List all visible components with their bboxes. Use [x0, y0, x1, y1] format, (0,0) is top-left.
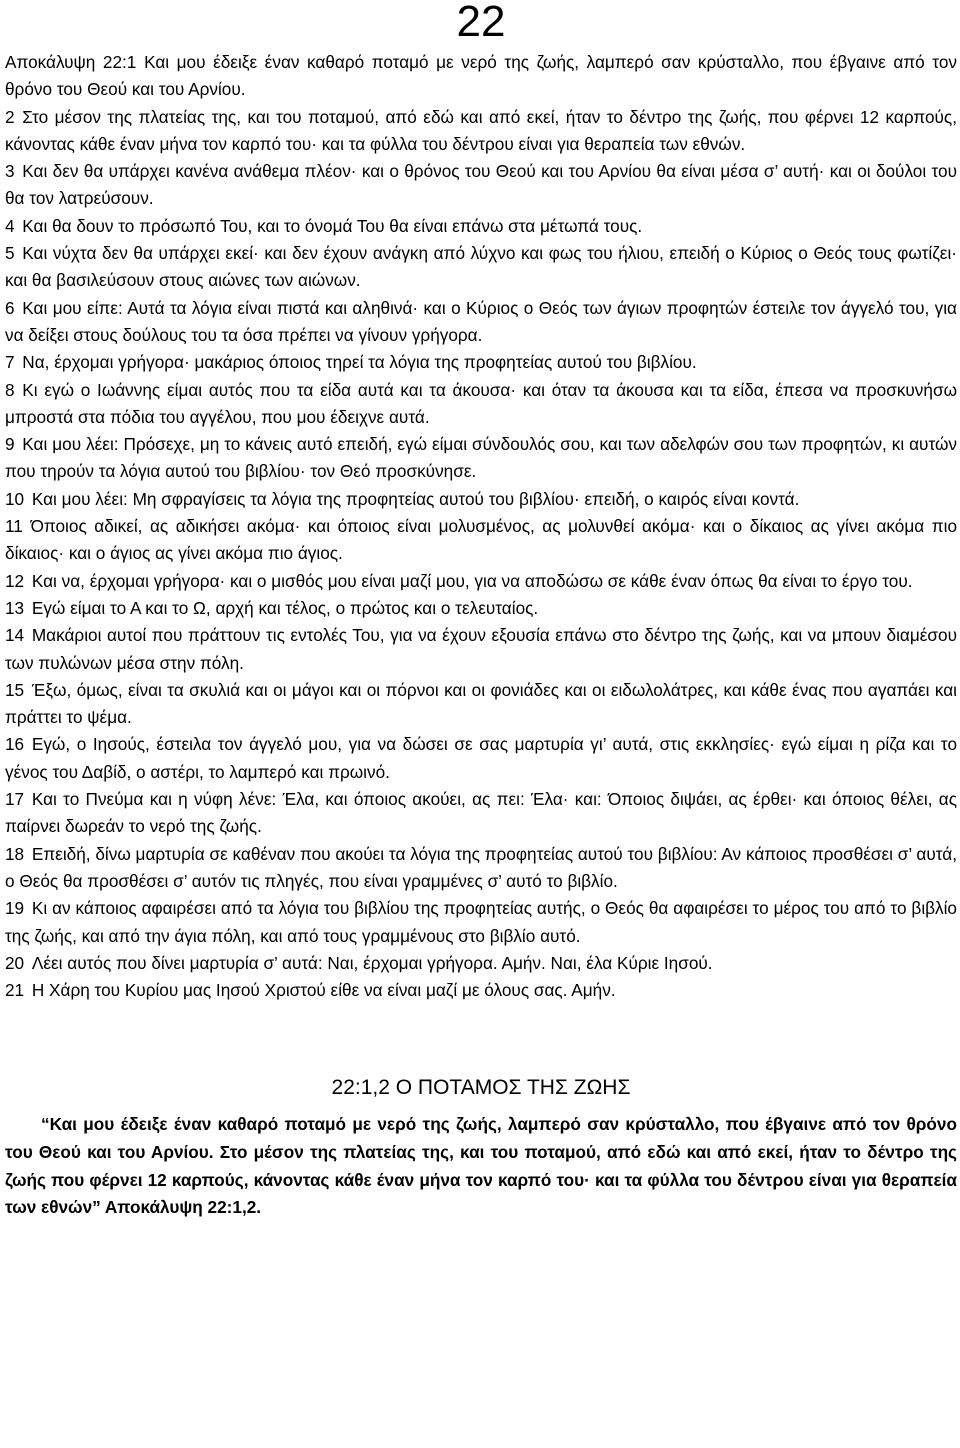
- verse: [5, 513, 957, 568]
- verse-text: Να, έρχομαι γρήγορα· μακάριος όποιος τηρεί τα λόγια της προφητείας αυτού του βιβλίου.: [22, 352, 697, 373]
- section-quote: “Και μου έδειξε έναν καθαρό ποταμό με νερό της ζωής, λαμπερό σαν κρύσταλλο, που έβγαινε από τον θρόνο του Θεού και του Αρνίου. Στο μέσον της πλατείας της, και του ποταμού, από εδώ και από εκεί, ήταν το δέντρο της ζωής που φέρνει 12 καρπούς, κάνοντας κάθε έναν μήνα τον καρπό του· και τα φύλλα του δέντρου είναι για θεραπεία των εθνών” Αποκάλυψη 22:1,2.: [5, 1114, 957, 1218]
- verse: [5, 622, 957, 677]
- verse-number: 13: [5, 597, 25, 618]
- verse-text: Επειδή, δίνω μαρτυρία σε καθέναν που ακούει τα λόγια της προφητείας αυτού του βιβλίου: Αν κάποιος προσθέσει σ’ αυτά, ο Θεός θα προσθέσει σ’ αυτόν τις πληγές, που είναι γραμμένες σ’ αυτό το βιβλίο.: [5, 843, 957, 891]
- verse-text: Στο μέσον της πλατείας της, και του ποταμού, από εδώ και από εκεί, ήταν το δέντρο της ζωής, που φέρνει 12 καρπούς, κάνοντας κάθε έναν μήνα τον καρπό του· και τα φύλλα του δέντρου είναι για θεραπεία των εθνών.: [5, 106, 957, 154]
- verse-text: Εγώ, ο Ιησούς, έστειλα τον άγγελό μου, για να δώσει σε σας μαρτυρία γι’ αυτά, στις εκκλησίες· εγώ είμαι η ρίζα και το γένος του Δαβίδ, ο αστέρι, το λαμπερό και πρωινό.: [5, 734, 957, 782]
- verse-number: 18: [5, 843, 25, 864]
- verse: [5, 213, 957, 240]
- verse-text: Η Χάρη του Κυρίου μας Ιησού Χριστού είθε να είναι μαζί με όλους σας. Αμήν.: [31, 980, 616, 1001]
- verse-number: 2: [5, 106, 15, 127]
- verse: [5, 240, 957, 295]
- verse: [5, 595, 957, 622]
- verse-text: Όποιος αδικεί, ας αδικήσει ακόμα· και όποιος είναι μολυσμένος, ας μολυνθεί ακόμα· και ο δίκαιος ας γίνει ακόμα πιο δίκαιος· και ο άγιος ας γίνει ακόμα πιο άγιος.: [5, 516, 957, 564]
- section-title: 22:1,2 Ο ΠΟΤΑΜΟΣ ΤΗΣ ΖΩΗΣ: [331, 1076, 631, 1100]
- verse: [5, 295, 957, 350]
- verse-text: Έξω, όμως, είναι τα σκυλιά και οι μάγοι και οι πόρνοι και οι φονιάδες και οι ειδωλολάτρες, και κάθε ένας που αγαπάει και πράττει το ψέμα.: [5, 679, 957, 728]
- verse-text: Και μου έδειξε έναν καθαρό ποταμό με νερό της ζωής, λαμπερό σαν κρύσταλλο, που έβγαινε από τον θρόνο του Θεού και του Αρνίου.: [5, 52, 957, 100]
- verse: [5, 568, 957, 595]
- verse-text: Και το Πνεύμα και η νύφη λένε: Έλα, και όποιος ακούει, ας πει: Έλα· και: Όποιος διψάει, ας έρθει· και όποιος θέλει, ας παίρνει δωρεάν το νερό της ζωής.: [5, 789, 957, 837]
- verse-text: Κι αν κάποιος αφαιρέσει από τα λόγια του βιβλίου της προφητείας αυτής, ο Θεός θα αφαιρέσει το μέρος του από το βιβλίο της ζωής, και από την άγια πόλη, και από τους γραμμένους στο βιβλίο αυτό.: [5, 898, 957, 946]
- verse-text: Λέει αυτός που δίνει μαρτυρία σ’ αυτά: Ναι, έρχομαι γρήγορα. Αμήν. Ναι, έλα Κύριε Ιησού.: [31, 952, 713, 973]
- verse-number: Αποκάλυψη 22:1: [5, 52, 137, 72]
- verse-text: Και μου λέει: Πρόσεχε, μη το κάνεις αυτό επειδή, εγώ είμαι σύνδουλός σου, και των αδελφών σου των προφητών, κι αυτών που τηρούν τα λόγια αυτού του βιβλίου· τον Θεό προσκύνησε.: [5, 434, 957, 482]
- verse-number: 3: [5, 161, 15, 182]
- verse-number: 4: [5, 215, 15, 236]
- verse: [5, 377, 957, 432]
- document-page: [5, 0, 957, 1222]
- verse: [5, 486, 957, 513]
- verse-number: 5: [5, 243, 15, 264]
- page-number: 22: [456, 0, 506, 46]
- verse-text: Κι εγώ ο Ιωάννης είμαι αυτός που τα είδα αυτά και τα άκουσα· και όταν τα άκουσα και τα είδα, έπεσα να προσκυνήσω μπροστά στα πόδια του αγγέλου, που μου έδειχνε αυτά.: [5, 379, 957, 427]
- verse: [5, 104, 957, 159]
- verse-text: Και νύχτα δεν θα υπάρχει εκεί· και δεν έχουν ανάγκη από λύχνο και φως του ήλιου, επειδή ο Κύριος ο Θεός τους φωτίζει· και θα βασιλεύσουν στους αιώνες των αιώνων.: [5, 243, 957, 291]
- verse-text: Εγώ είμαι το Α και το Ω, αρχή και τέλος, ο πρώτος και ο τελευταίος.: [31, 597, 539, 618]
- verse-number: 19: [5, 898, 25, 919]
- verse-number: 14: [5, 625, 25, 646]
- verse: [5, 977, 957, 1004]
- verse-number: 15: [5, 679, 25, 700]
- verse-list: [5, 49, 957, 1004]
- verse-text: Και θα δουν το πρόσωπό Του, και το όνομά Του θα είναι επάνω στα μέτωπά τους.: [22, 215, 643, 236]
- verse: [5, 349, 957, 376]
- verse: [5, 841, 957, 896]
- verse: [5, 895, 957, 950]
- verse-number: 12: [5, 570, 25, 591]
- verse: [5, 950, 957, 977]
- verse-number: 7: [5, 352, 15, 373]
- verse-number: 6: [5, 297, 15, 318]
- verse-number: 8: [5, 379, 15, 400]
- verse-text: Και να, έρχομαι γρήγορα· και ο μισθός μου είναι μαζί μου, για να αποδώσω σε κάθε έναν όπως θα είναι το έργο του.: [31, 570, 913, 591]
- verse-number: 11: [5, 516, 23, 537]
- verse-number: 16: [5, 734, 25, 755]
- verse-number: 20: [5, 952, 25, 973]
- verse: [5, 731, 957, 786]
- verse: [5, 677, 957, 732]
- verse: [5, 158, 957, 213]
- verse: [5, 49, 957, 104]
- verse-number: 9: [5, 434, 15, 455]
- verse-text: Και μου είπε: Αυτά τα λόγια είναι πιστά και αληθινά· και ο Κύριος ο Θεός των άγιων προφητών έστειλε τον άγγελό του, για να δείξει στους δούλους του τα όσα πρέπει να γίνουν γρήγορα.: [5, 297, 957, 345]
- verse-number: 17: [5, 789, 25, 810]
- verse-number: 10: [5, 488, 25, 509]
- verse-text: Μακάριοι αυτοί που πράττουν τις εντολές Του, για να έχουν εξουσία επάνω στο δέντρο της ζωής, και να μπουν διαμέσου των πυλώνων μέσα στην πόλη.: [5, 625, 957, 673]
- verse-text: Και δεν θα υπάρχει κανένα ανάθεμα πλέον· και ο θρόνος του Θεού και του Αρνίου θα είναι μέσα σ’ αυτή· και οι δούλοι του θα τον λατρεύσουν.: [5, 161, 957, 209]
- verse-text: Και μου λέει: Μη σφραγίσεις τα λόγια της προφητείας αυτού του βιβλίου· επειδή, ο καιρός είναι κοντά.: [31, 488, 800, 509]
- verse: [5, 431, 957, 486]
- verse: [5, 786, 957, 841]
- verse-number: 21: [5, 980, 25, 1001]
